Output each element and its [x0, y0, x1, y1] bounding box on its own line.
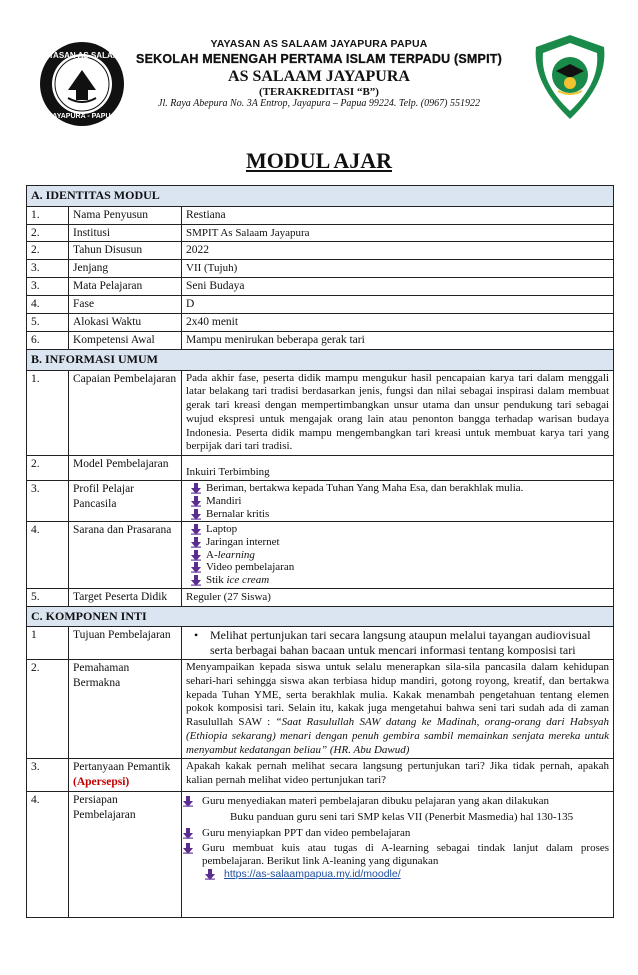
table-row [27, 224, 614, 242]
row-number: 3. [27, 759, 69, 792]
list-item: Jaringan internet [190, 536, 609, 549]
profil-list-cell [182, 481, 614, 522]
table-row [27, 660, 614, 759]
table-row [27, 370, 614, 456]
list-item: Guru membuat kuis atau tugas di A-learning sebagai tindak lanjut dalam proses pembelajaran. Berikut link A-leaning yang digunakan [182, 842, 609, 867]
row-value: 2x40 menit [182, 314, 614, 332]
row-value: Mampu menirukan beberapa gerak tari [182, 332, 614, 350]
table-row [27, 759, 614, 792]
list-item: Video pembelajaran [190, 561, 609, 574]
row-number: 2. [27, 242, 69, 260]
row-label: Fase [69, 296, 182, 314]
row-label: Pemahaman Bermakna [69, 660, 182, 759]
list-item: Mandiri [190, 495, 609, 508]
section-komponen-header: C. KOMPONEN INTI [27, 606, 614, 627]
row-label: Jenjang [69, 260, 182, 278]
row-value: Reguler (27 Siswa) [182, 588, 614, 606]
list-item: Bernalar kritis [190, 508, 609, 521]
row-value: D [182, 296, 614, 314]
row-number: 5. [27, 588, 69, 606]
capaian-text: Pada akhir fase, peserta didik mampu mengukur hasil pencapaian karya tari dalam menggali latar belakang tari tradisi berdasarkan jenis, fungsi dan nilai sebagai inspirasi dalam membuat gerak tari kreasi dengan mempertimbangkan unsur utama dan unsur pendukung tari sebagai wujud ekspresi untuk mengajak orang lain atau penonton bangga terhadap warisan budaya Indonesia. Peserta didik mampu mengembangkan tari kreasi untuk membuat karya tari yang berpijak dari tari tradisi. [182, 370, 614, 456]
table-row [27, 314, 614, 332]
sarana-list-cell [182, 522, 614, 588]
tujuan-item: • Melihat pertunjukan tari secara langsung ataupun melalui tayangan audiovisual serta berbagai bahan bacaan untuk mencari informasi tentang komposisi tari [194, 628, 591, 658]
row-value: Inkuiri Terbimbing [182, 456, 614, 481]
list-item: Guru menyediakan materi pembelajaran dibuku pelajaran yang akan dilakukan [182, 795, 609, 808]
school-logo [530, 33, 610, 121]
row-label-cell: Pertanyaan Pemantik (Apersepsi) [69, 759, 182, 792]
school-type: SEKOLAH MENENGAH PERTAMA ISLAM TERPADU (SMPIT) [136, 52, 502, 66]
row-number: 5. [27, 314, 69, 332]
pemahaman-text: Menyampaikan kepada siswa untuk selalu menerapkan sila-sila pancasila dalam kehidupan sehari-hari sehingga siswa akan terbiasa hidup mandiri, gotong royong, kreatif, dan bertakwa kepada Tuhan YME, serta berakhlak mulia. Kakak menambah pengetahuan tentang elemen pokok komposisi tari. Selain itu, kakak juga mengetahui bahwa seni tari sudah ada di zaman Rasulullah SAW : “Saat Rasulullah SAW datang ke Madinah, orang-orang dari Habsyah (Ethiopia sekarang) menari dengan penuh gembira sambil memainkan senjata mereka untuk menyambut kedatangan beliau” (HR. Abu Dawud) [182, 660, 614, 759]
list-item [182, 868, 609, 881]
list-item: Stik ice cream [190, 574, 609, 587]
arrow-bullet-icon [190, 496, 202, 507]
arrow-bullet-icon [190, 509, 202, 520]
row-number: 1 [27, 627, 69, 660]
row-number: 2. [27, 660, 69, 759]
row-value: Seni Budaya [182, 278, 614, 296]
arrow-bullet-icon [204, 869, 216, 880]
row-label: Kompetensi Awal [69, 332, 182, 350]
sarana-list [186, 523, 609, 586]
table-row [27, 627, 614, 660]
table-row [27, 206, 614, 224]
table-row [27, 260, 614, 278]
row-value: 2022 [182, 242, 614, 260]
letterhead [0, 0, 638, 135]
accreditation: (TERAKREDITASI “B”) [259, 86, 379, 98]
table-row [27, 588, 614, 606]
row-label: Alokasi Waktu [69, 314, 182, 332]
arrow-bullet-icon [182, 796, 194, 807]
foundation-name: YAYASAN AS SALAAM JAYAPURA PAPUA [210, 38, 428, 50]
row-label: Institusi [69, 224, 182, 242]
persiapan-cell [182, 792, 614, 918]
row-label: Nama Penyusun [69, 206, 182, 224]
document-title: MODUL AJAR [245, 148, 393, 173]
arrow-bullet-icon [190, 550, 202, 561]
row-value: Restiana [182, 206, 614, 224]
school-name: AS SALAAM JAYAPURA [228, 68, 410, 85]
svg-text:YAYASAN AS SALAAM: YAYASAN AS SALAAM [38, 51, 126, 60]
row-number: 3. [27, 260, 69, 278]
row-label: Target Peserta Didik [69, 588, 182, 606]
table-row [27, 242, 614, 260]
arrow-bullet-icon [190, 562, 202, 573]
row-label: Persiapan Pembelajaran [69, 792, 182, 918]
arrow-bullet-icon [190, 524, 202, 535]
arrow-bullet-icon [182, 828, 194, 839]
section-informasi-header: B. INFORMASI UMUM [27, 350, 614, 371]
row-number: 3. [27, 481, 69, 522]
row-number: 1. [27, 370, 69, 456]
svg-text:JAYAPURA - PAPUA: JAYAPURA - PAPUA [48, 113, 116, 120]
list-item: A-learning [190, 549, 609, 562]
row-number: 1. [27, 206, 69, 224]
hadith-quote: “Saat Rasulullah SAW datang ke Madinah, orang-orang dari Habsyah (Ethiopia sekarang) menari dengan penuh gembira sambil memainkan senjata mereka untuk menyambut kedatangan beliau” (HR. Abu Dawud) [186, 716, 610, 756]
school-address: Jl. Raya Abepura No. 3A Entrop, Jayapura – Papua 99224. Telp. (0967) 551922 [158, 98, 480, 109]
row-number: 2. [27, 456, 69, 481]
row-label: Capaian Pembelajaran [69, 370, 182, 456]
arrow-bullet-icon [190, 575, 202, 586]
table-row [27, 522, 614, 588]
row-number: 4. [27, 792, 69, 918]
row-number: 2. [27, 224, 69, 242]
row-label: Tahun Disusun [69, 242, 182, 260]
row-number: 6. [27, 332, 69, 350]
row-label: Tujuan Pembelajaran [69, 627, 182, 660]
row-number: 4. [27, 296, 69, 314]
row-value: SMPIT As Salaam Jayapura [182, 224, 614, 242]
row-number: 3. [27, 278, 69, 296]
module-table [26, 185, 614, 918]
row-label: Sarana dan Prasarana [69, 522, 182, 588]
list-item: Laptop [190, 523, 609, 536]
row-value: VII (Tujuh) [182, 260, 614, 278]
row-label: Mata Pelajaran [69, 278, 182, 296]
table-row [27, 456, 614, 481]
row-label: Model Pembelajaran [69, 456, 182, 481]
arrow-bullet-icon [182, 843, 194, 854]
persiapan-list [182, 795, 609, 881]
pertanyaan-text: Apakah kakak pernah melihat secara langsung pertunjukan tari? Jika tidak pernah, apakah kalian pernah melihat video pertunjukan tari? [182, 759, 614, 792]
table-row [27, 792, 614, 918]
table-row [27, 296, 614, 314]
list-item: Beriman, bertakwa kepada Tuhan Yang Maha Esa, dan berakhlak mulia. [190, 482, 609, 495]
arrow-bullet-icon [190, 537, 202, 548]
row-label: Profil Pelajar Pancasila [69, 481, 182, 522]
bullet-dot-icon: • [194, 628, 199, 643]
row-number: 4. [27, 522, 69, 588]
list-item: Guru menyiapkan PPT dan video pembelajaran [182, 827, 609, 840]
table-row [27, 332, 614, 350]
section-identitas-header: A. IDENTITAS MODUL [27, 186, 614, 207]
table-row [27, 481, 614, 522]
apersepsi-label: (Apersepsi) [73, 776, 130, 789]
arrow-bullet-icon [190, 483, 202, 494]
moodle-link[interactable]: https://as-salaampapua.my.id/moodle/ [224, 868, 401, 881]
tujuan-cell [182, 627, 614, 660]
list-item: Buku panduan guru seni tari SMP kelas VII (Penerbit Masmedia) hal 130-135 [230, 810, 574, 823]
table-row [27, 278, 614, 296]
profil-list [186, 482, 609, 520]
